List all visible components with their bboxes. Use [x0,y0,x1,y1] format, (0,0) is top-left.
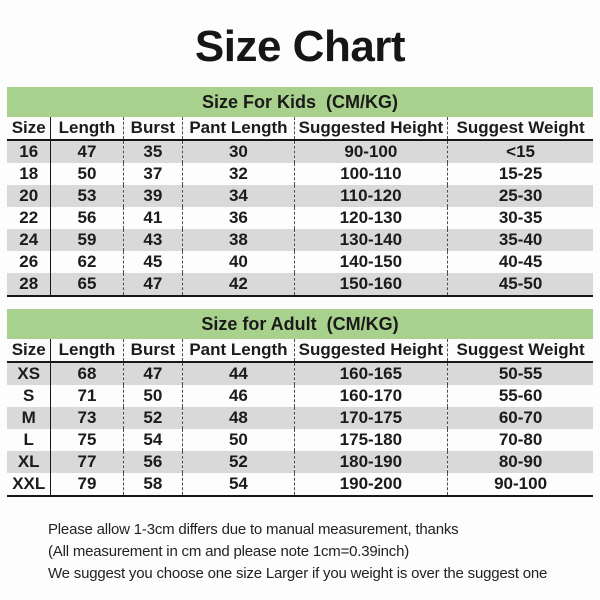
data-cell: 47 [123,362,183,385]
column-header: Size [7,117,51,140]
data-cell: 52 [123,407,183,429]
data-cell: 30-35 [448,207,593,229]
header-row [7,339,593,362]
data-cell: 40-45 [448,251,593,273]
column-header: Suggested Height [294,339,448,362]
data-cell: 180-190 [294,451,448,473]
data-cell: 175-180 [294,429,448,451]
data-cell: 62 [77,252,97,271]
data-cell: 35-40 [448,229,593,251]
adult-size-table [7,339,593,497]
table-row [7,407,593,429]
column-header: Pant Length [183,339,294,362]
table-row [7,140,593,163]
data-cell: 39 [123,185,183,207]
table-row [7,185,593,207]
column-header: Length [51,339,123,362]
data-cell: 54 [123,429,183,451]
data-cell: XS [7,362,51,385]
table-row [7,473,593,496]
data-cell: 48 [183,407,294,429]
table-row [7,362,593,385]
data-cell: L [7,429,51,451]
data-cell: 45-50 [448,273,593,296]
column-header: Pant Length [183,117,294,140]
data-cell: 45 [123,251,183,273]
note-line: (All measurement in cm and please note 1cm=0.39inch) [48,543,410,560]
data-cell: 43 [123,229,183,251]
data-cell: 38 [183,229,294,251]
data-cell: 22 [7,207,51,229]
data-cell: 73 [51,407,123,429]
data-cell: 15-25 [448,163,593,185]
data-cell: 70-80 [448,429,593,451]
column-header: Length [51,117,123,140]
data-cell: 41 [123,207,183,229]
data-cell: 77 [51,451,123,473]
data-cell: 75 [77,430,97,449]
header-row [7,117,593,140]
data-cell: 50 [77,164,97,183]
data-cell: 150-160 [294,273,448,296]
data-cell: 37 [123,163,183,185]
data-cell: 42 [183,273,294,296]
data-cell: XXL [7,473,51,496]
data-cell: 52 [183,451,294,473]
column-header: Suggest Weight [448,339,593,362]
data-cell: 54 [183,473,294,496]
data-cell: 44 [183,362,294,385]
data-cell: 47 [123,273,183,296]
data-cell: 50 [123,385,183,407]
data-cell: 26 [7,251,51,273]
table-row [7,451,593,473]
data-cell: 110-120 [294,185,448,207]
data-cell: 170-175 [294,407,448,429]
data-cell: 58 [123,473,183,496]
kids-size-table [7,117,593,297]
data-cell: 16 [7,140,51,163]
data-cell: 18 [7,163,51,185]
adult-table-banner: Size for Adult (CM/KG) [7,309,593,339]
data-cell: 50 [183,429,294,451]
data-cell: 40 [183,251,294,273]
data-cell: 79 [51,473,123,496]
data-cell: 55-60 [448,385,593,407]
note-line: Please allow 1-3cm differs due to manual measurement, thanks [48,521,459,538]
data-cell: 59 [51,229,123,251]
data-cell: 160-170 [294,385,448,407]
column-header: Suggest Weight [448,117,593,140]
data-cell: M [7,407,51,429]
data-cell: XL [7,451,51,473]
data-cell: 24 [7,229,51,251]
data-cell: 60-70 [448,407,593,429]
table-row [7,273,593,296]
data-cell: 56 [123,451,183,473]
data-cell: 100-110 [294,163,448,185]
column-header: Burst [123,117,183,140]
column-header: Burst [123,339,183,362]
data-cell: 50-55 [448,362,593,385]
table-row [7,429,593,451]
kids-table-banner: Size For Kids (CM/KG) [7,87,593,117]
data-cell: 47 [51,140,123,163]
data-cell: 71 [77,386,97,405]
table-row [7,207,593,229]
data-cell: 90-100 [294,140,448,163]
data-cell: 80-90 [448,451,593,473]
data-cell: 53 [51,185,123,207]
data-cell: 32 [183,163,294,185]
data-cell: 68 [51,362,123,385]
table-row [7,229,593,251]
data-cell: 140-150 [294,251,448,273]
data-cell: S [7,385,51,407]
data-cell: 25-30 [448,185,593,207]
data-cell: 56 [77,208,97,227]
data-cell: 28 [7,273,51,296]
note-line: We suggest you choose one size Larger if you weight is over the suggest one [48,565,548,582]
data-cell: 36 [183,207,294,229]
data-cell: 120-130 [294,207,448,229]
data-cell: 20 [7,185,51,207]
kids-size-section [7,87,593,297]
column-header: Size [7,339,51,362]
column-header: Suggested Height [294,117,448,140]
table-row [7,163,593,185]
data-cell: 46 [183,385,294,407]
measurement-notes [0,519,600,585]
data-cell: 160-165 [294,362,448,385]
data-cell: 190-200 [294,473,448,496]
data-cell: 35 [123,140,183,163]
page-title: Size Chart [194,22,406,71]
data-cell: <15 [448,140,593,163]
adult-size-section [7,309,593,497]
data-cell: 65 [51,273,123,296]
data-cell: 30 [183,140,294,163]
table-row [7,385,593,407]
data-cell: 34 [183,185,294,207]
data-cell: 90-100 [448,473,593,496]
table-row [7,251,593,273]
data-cell: 130-140 [294,229,448,251]
